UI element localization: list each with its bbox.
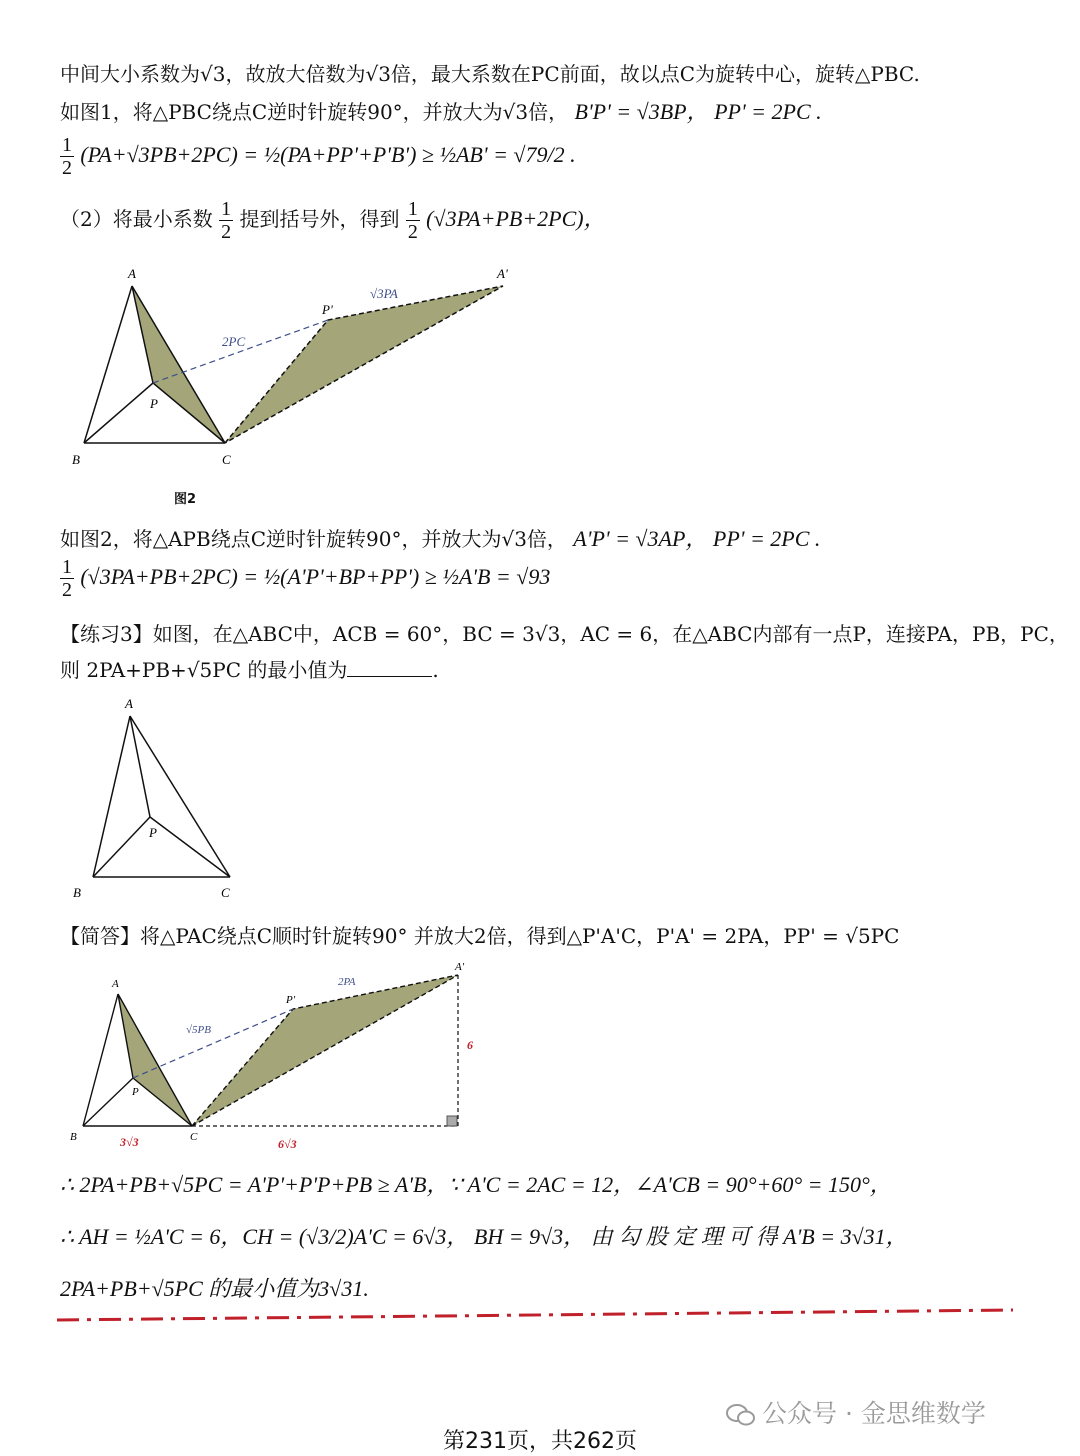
fraction-half-4: $\frac{1}{2}$ (62, 556, 72, 601)
text-line-2b: B'P' = √3BP， PP' = 2PC . (574, 99, 822, 124)
label-a-prime: A' (455, 961, 465, 973)
text-line-9: 【简答】将△PAC绕点C顺时针旋转90° 并放大2倍，得到△P'A'C，P'A' = 2PA，PP' = √5PC (60, 924, 900, 948)
text-line-1: 中间大小系数为√3，故放大倍数为√3倍，最大系数在PC前面，故以点C为旋转中心，旋转△PBC. (60, 62, 920, 86)
line-4 (60, 198, 606, 243)
line-1 (60, 58, 920, 87)
label-2pa: 2PA (338, 976, 356, 988)
label-p: P (132, 1086, 139, 1098)
label-p-prime: P' (286, 994, 296, 1006)
line-11 (60, 1220, 908, 1251)
line-7 (60, 618, 1069, 647)
watermark-text: 公众号 · 金思维数学 (762, 1399, 986, 1428)
label-sqrt5pb: √5PB (186, 1024, 211, 1036)
figure-2-caption: 图2 (174, 492, 197, 507)
segment-pb (83, 1078, 133, 1126)
text-line-5a: 如图2，将△APB绕点C逆时针旋转90°，并放大为√3倍， (60, 527, 567, 551)
label-2pc: 2PC (222, 334, 246, 349)
line-3 (60, 134, 576, 179)
line-12 (60, 1272, 369, 1303)
text-line-10: ∴ 2PA+PB+√5PC = A'P'+P'P+PB ≥ A'B，∵ A'C = 2AC = 12，∠A'CB = 90°+60° = 150°， (60, 1172, 892, 1197)
text-line-4c: (√3PA+PB+2PC)， (426, 206, 606, 231)
figure-3 (60, 692, 260, 907)
segment-ab (93, 716, 130, 877)
label-ch-length: 6√3 (278, 1137, 297, 1151)
label-b: B (73, 885, 81, 900)
page-footer: 第231页，共262页 (443, 1429, 637, 1454)
line-2 (60, 95, 822, 126)
text-line-8b: . (432, 658, 439, 682)
label-sqrt3pa: √3PA (370, 286, 398, 301)
label-c: C (190, 1131, 198, 1143)
text-line-7: 【练习3】如图，在△ABC中，ACB = 60°，BC = 3√3，AC = 6，在△ABC内部有一点P，连接PA，PB，PC， (60, 622, 1069, 646)
line-9 (60, 920, 899, 949)
label-p: P (149, 825, 157, 840)
label-a: A (128, 266, 136, 281)
label-b: B (70, 1131, 77, 1143)
shaded-triangle-apc (118, 994, 192, 1126)
segment-ac (130, 716, 230, 877)
label-bc-length: 3√3 (120, 1135, 139, 1149)
line-8 (60, 654, 439, 683)
fraction-half-3: $\frac{1}{2}$ (407, 198, 418, 243)
label-b: B (72, 452, 80, 467)
fraction-half: $\frac{1}{2}$ (62, 134, 72, 179)
answer-blank (347, 676, 432, 677)
line-6 (60, 556, 550, 601)
segment-pc (150, 817, 230, 877)
figure-2 (60, 258, 530, 478)
section-divider (55, 1306, 1020, 1326)
text-line-12: 2PA+PB+√5PC 的最小值为3√31. (60, 1276, 369, 1301)
shaded-triangle-ppa (192, 975, 458, 1126)
text-line-3: (PA+√3PB+2PC) = ½(PA+PP'+P'B') ≥ ½AB' = √79/2 . (80, 142, 576, 167)
segment-pb (84, 383, 153, 443)
text-line-8a: 则 2PA+PB+√5PC 的最小值为 (60, 658, 348, 682)
label-c: C (221, 885, 230, 900)
label-a-prime: A' (497, 266, 508, 281)
line-10 (60, 1168, 892, 1199)
label-six: 6 (467, 1038, 473, 1052)
segment-ab (83, 994, 118, 1126)
label-p: P (150, 396, 158, 411)
right-angle-marker (447, 1116, 457, 1126)
text-line-11: ∴ AH = ½A'C = 6，CH = (√3/2)A'C = 6√3， BH = 9√3， 由 勾 股 定 理 可 得 A'B = 3√31， (60, 1224, 908, 1249)
figure-4 (60, 958, 490, 1158)
label-a: A (112, 978, 119, 990)
text-line-5b: A'P' = √3AP， PP' = 2PC . (573, 526, 821, 551)
fraction-half-2: $\frac{1}{2}$ (221, 198, 232, 243)
text-line-4a: （2）将最小系数 (60, 207, 213, 231)
segment-pb (93, 817, 150, 877)
segment-ab (84, 286, 132, 443)
label-c: C (222, 452, 231, 467)
shaded-triangle-apc (132, 286, 225, 443)
text-line-2a: 如图1，将△PBC绕点C逆时针旋转90°，并放大为√3倍， (60, 100, 569, 124)
text-line-6: (√3PA+PB+2PC) = ½(A'P'+BP+PP') ≥ ½A'B = √93 (80, 564, 551, 589)
shaded-triangle-ppa (225, 286, 503, 443)
line-5 (60, 522, 820, 553)
label-p-prime: P' (322, 302, 333, 317)
text-line-4b: 提到括号外，得到 (239, 207, 400, 231)
label-a: A (125, 696, 133, 711)
